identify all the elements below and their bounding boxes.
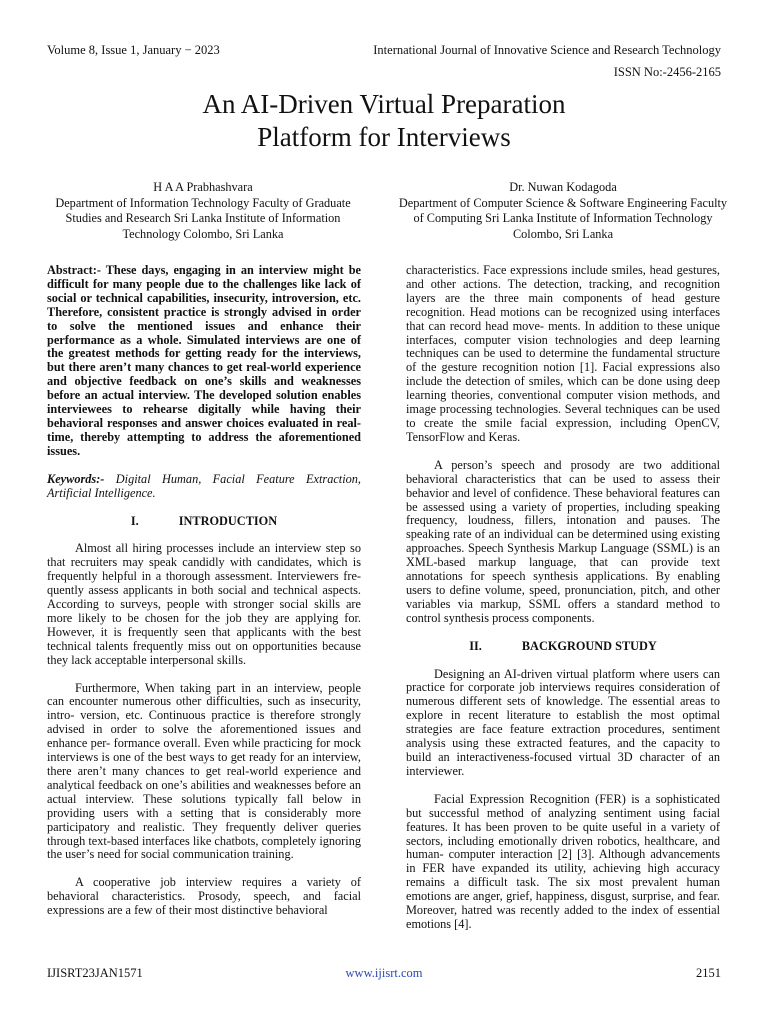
section-heading-introduction [47, 515, 361, 529]
section-number: I. [130, 513, 139, 528]
intro-paragraph: A cooperative job interview requires a variety of behavioral characteristics. Prosody, speech, and facial expressions are a few of their most distinctive behavioral [47, 875, 361, 918]
header-issn: ISSN No:-2456-2165 [613, 65, 721, 79]
title-line-2: Platform for Interviews [257, 122, 511, 152]
body-paragraph: A person’s speech and prosody are two additional behavioral characteristics that can be used to assess their behavior and level of confidence. These behavioral features can be assessed using a variety of properties, including speaking frequency, loudness, fillers, intonation and pauses. The speaking rate of an individual can be determined using existing approaches. Speech Synthesis Markup Language (SSML) is an XML-based markup language, that can provide text annotations for speech synthesis applications. By enabling users to define volume, speed, pronunciation, pitch, and other variables via markup, SSML offers a standard method to control synthesis process components. [406, 457, 720, 625]
intro-paragraph: Almost all hiring processes include an interview step so that recruiters may speak candidly with candidates, which is frequently helpful in a thorough assessment. Interviewers fre- quently assess applicants in both social and technical aspects. According to surveys, people with stronger social skills are more likely to be chosen for the job they are applying for. However, it is frequently seen that applicants with the best technical talents frequently miss out on opportunities because they lack acceptable interpersonal skills. [47, 541, 361, 667]
keywords-label: Keywords:- [47, 471, 105, 486]
header-journal: International Journal of Innovative Science and Research Technology [373, 43, 721, 57]
keywords [47, 473, 361, 501]
keywords-text: Digital Human, Facial Feature Extraction, Artificial Intelligence. [47, 471, 361, 500]
author-affiliation: Department of Computer Science & Software Engineering Faculty of Computing Sri Lanka Institute of Information Technology Colombo, Sri Lanka [398, 195, 728, 241]
title-line-1: An AI-Driven Virtual Preparation [202, 89, 566, 119]
footer-id: IJISRT23JAN1571 [47, 966, 143, 980]
left-column [47, 264, 361, 932]
paper-title [0, 88, 768, 154]
header-volume: Volume 8, Issue 1, January − 2023 [47, 43, 220, 57]
background-paragraph: Facial Expression Recognition (FER) is a sophisticated but successful method of analyzing sentiment using facial features. It has been proven to be quite useful in a variety of sectors, including emotionally driven robotics, healthcare, and human- computer interaction [2] [3]. Although advancements in FER have expanded its utility, achieving high accuracy remains a difficult task. The six most prevalent human emotions are anger, grief, happiness, disgust, surprise, and fear. Moreover, hatred was recently added to the index of essential emotions [4]. [406, 791, 720, 931]
right-column [406, 264, 720, 946]
abstract: Abstract:- These days, engaging in an interview might be difficult for many people due to the challenges like lack of social or technical capabilities, insecurity, introversion, etc. Therefore, consistent practice is strongly advised in order to solve the mentioned issues and enhance their performance as a whole. Simulated interviews are one of the greatest methods for getting ready for the interviews, but there aren’t many chances to get real-world experience and objective feedback on one’s skills and weaknesses before an actual interview. The developed solution enables interviewees to rehearse digitally while having their behavioral responses and answer choices evaluated in real-time, thereby attempting to address the aforementioned issues. [47, 263, 361, 458]
background-paragraph: Designing an AI-driven virtual platform where users can practice for corporate job interviews requires consideration of numerous different sets of knowledge. The essential areas to explore in recent literature to establish the most optimal strategies are face feature extraction procedures, sentiment analysis using these extracted features, and the capacity to build an interactiveness-focused virtual 3D character of an interviewer. [406, 666, 720, 778]
author-name: Dr. Nuwan Kodagoda [509, 180, 617, 194]
author-block-2 [398, 180, 728, 242]
section-heading-background [406, 640, 720, 654]
footer-url-link[interactable]: www.ijisrt.com [345, 966, 423, 980]
body-paragraph: characteristics. Face expressions include smiles, head gestures, and other actions. The detection, tracking, and recognition layers are the three main components of head gesture recognition. Head motions can be recognized using interfaces that can record head move- ments. In addition to these unique interfaces, computer vision technologies and deep learning techniques can be used to determine the fundamental structure of the gesture recognition notion [1]. Facial expressions also include the detection of smiles, which can be done using deep learning theories, conventional computer vision methods, and image processing technologies. Several techniques can be used to create the smile facial expression, including OpenCV, TensorFlow and Keras. [406, 263, 720, 444]
author-block-1 [38, 180, 368, 242]
footer-page-number: 2151 [696, 966, 721, 980]
intro-paragraph: Furthermore, When taking part in an interview, people can encounter numerous other difficulties, such as insecurity, intro- version, etc. Continuous practice is therefore strongly advised in order to solve the aforementioned issues and enhance per- formance overall. Even while practicing for mock interviews is one of the best ways to get ready for an interview, there aren’t many chances to get real-world experience and analytical feedback on one’s abilities and weaknesses before an actual interview. These solutions typically fall below in providing users with a setting that is considerably more participatory and realistic. They frequently deliver queries through text-based interfaces like chatbots, completely ignoring the user’s need for social communication training. [47, 680, 361, 862]
section-title: INTRODUCTION [178, 513, 278, 528]
section-title: BACKGROUND STUDY [521, 638, 657, 653]
author-name: H A A Prabhashvara [153, 180, 253, 194]
section-number: II. [469, 638, 482, 653]
author-affiliation: Department of Information Technology Faculty of Graduate Studies and Research Sri Lanka Institute of Information Technology Colombo, Sri Lanka [55, 195, 351, 241]
